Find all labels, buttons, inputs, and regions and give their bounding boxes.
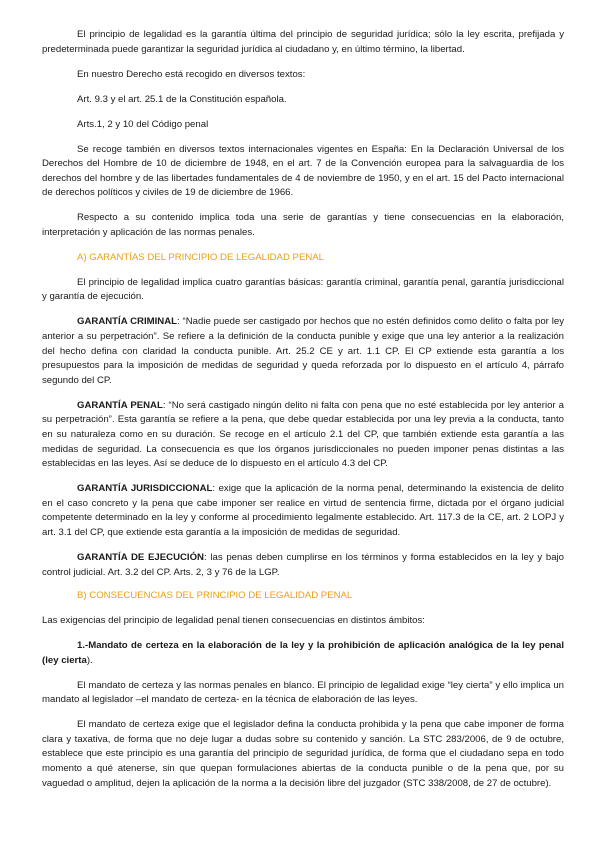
text-garantia-ejecucion: : las penas deben cumplirse en los términos y forma establecidos en la ley y bajo control judicial. Art. 3.2 del CP. Arts. 2, 3 y 76 de la LGP. [42,551,564,578]
paragraph-codigo-penal: Arts.1, 2 y 10 del Código penal [77,118,209,130]
term-mandato-certeza: 1.-Mandato de certeza en la elaboración de la ley y la prohibición de aplicación analógica de la ley penal (ley cierta [42,640,564,666]
paragraph-normas-blanco: El mandato de certeza y las normas penales en blanco. El principio de legalidad exige “ley cierta” y ello implica un mandato al legislador –el mandato de certeza- en la técnica de elaboración de las leyes. [42,679,564,706]
text-garantia-jurisdiccional: : exige que la aplicación de la norma penal, determinando la existencia de delito en el caso concreto y la pena que cabe imponer ser realice en virtud de sentencia firme, dictada por el órgano judicial competente determinado en la ley y conforme al procedimiento legalmente establecido. Art. 117.3 de la CE, art. 2 LOPJ y art. 3.1 del CP, que extiende esta garantía a la imposición de medidas de seguridad. [42,483,564,538]
paragraph-constitucion: Art. 9.3 y el art. 25.1 de la Constitución española. [77,93,287,105]
paragraph-mandato-certeza: El mandato de certeza exige que el legislador defina la conducta prohibida y la pena que cabe imponer de forma clara y taxativa, de forma que no deje lugar a dudas sobre su contenido y sanción. La STC 283/2006, de 9 de octubre, establece que este principio es una garantía del principio de seguridad jurídica, de forma que el ciudadano sepa en todo momento a qué atenerse, sin que quepan formulaciones abiertas de la conducta punible o de la pena que, por su vaguedad o amplitud, dejen la aplicación de la norma a la decisión libre del juzgador (STC 338/2008, de 27 de octubre). [42,719,564,789]
document-page [42,28,564,802]
paragraph-contenido: Respecto a su contenido implica toda una serie de garantías y tiene consecuencias en la elaboración, interpretación y aplicación de las normas penales. [42,212,564,238]
paragraph-derecho: En nuestro Derecho está recogido en diversos textos: [77,68,306,80]
paragraph-garantias-intro: El principio de legalidad implica cuatro garantías básicas: garantía criminal, garantía penal, garantía jurisdiccional y garantía de ejecución. [42,276,564,303]
term-garantia-penal: GARANTÍA PENAL [77,399,163,411]
heading-garantias: A) GARANTÍAS DEL PRINCIPIO DE LEGALIDAD PENAL [77,251,325,263]
heading-consecuencias: B) CONSECUENCIAS DEL PRINCIPIO DE LEGALIDAD PENAL [77,590,353,602]
text-garantia-penal: : “No será castigado ningún delito ni falta con pena que no esté establecida por ley anterior a su perpetración”. Esta garantía se refiere a la pena, que debe quedar establecida por una ley previa a la conducta, tanto en su naturaleza como en su duración. Se recoge en el artículo 2.1 del CP, que también extiende esta garantía a las medidas de seguridad. La consecuencia es que los órganos jurisdiccionales no pueden imponer penas distintas a las establecidas en las leyes. Así se deduce de lo dispuesto en el artículo 4.3 del CP. [42,399,564,470]
paragraph-garantia-criminal [42,315,564,388]
term-garantia-ejecucion: GARANTÍA DE EJECUCIÓN [77,551,204,563]
paragraph-principio: El principio de legalidad es la garantía última del principio de seguridad jurídica; sólo la ley escrita, prefijada y predeterminada puede garantizar la seguridad jurídica al ciudadano y, en último término, la libertad. [42,29,564,55]
term-garantia-criminal: GARANTÍA CRIMINAL [77,316,178,328]
paragraph-garantia-penal [42,399,564,472]
paragraph-consecuencias-intro: Las exigencias del principio de legalidad penal tienen consecuencias en distintos ámbitos: [42,615,425,627]
paragraph-garantia-ejecucion [42,551,564,580]
text-mandato-end: ). [86,654,93,666]
text-garantia-criminal: : “Nadie puede ser castigado por hechos que no estén definidos como delito o falta por ley anterior a su perpetración”. Se refiere a la definición de la conducta punible y exige que una ley anterior a la realización del hecho defina con claridad la conducta punible. Art. 25.2 CE y art. 1.1 CP. El CP extiende esta garantía a los presupuestos para la imposición de medidas de seguridad y queda reforzada por lo dispuesto en el artículo 4, párrafo segundo del CP. [42,316,564,386]
paragraph-mandato-title [42,639,564,668]
paragraph-garantia-jurisdiccional [42,482,564,540]
paragraph-internacional: Se recoge también en diversos textos internacionales vigentes en España: En la Declaración Universal de los Derechos del Hombre de 10 de diciembre de 1948, en el art. 7 de la Convención europea para la salvaguardia de los derechos del hombre y de las libertades fundamentales de 4 de noviembre de 1950, y en el art. 15 del Pacto internacional de derechos políticos y civiles de 19 de diciembre de 1966. [42,143,564,199]
term-garantia-jurisdiccional: GARANTÍA JURISDICCIONAL [77,483,213,495]
